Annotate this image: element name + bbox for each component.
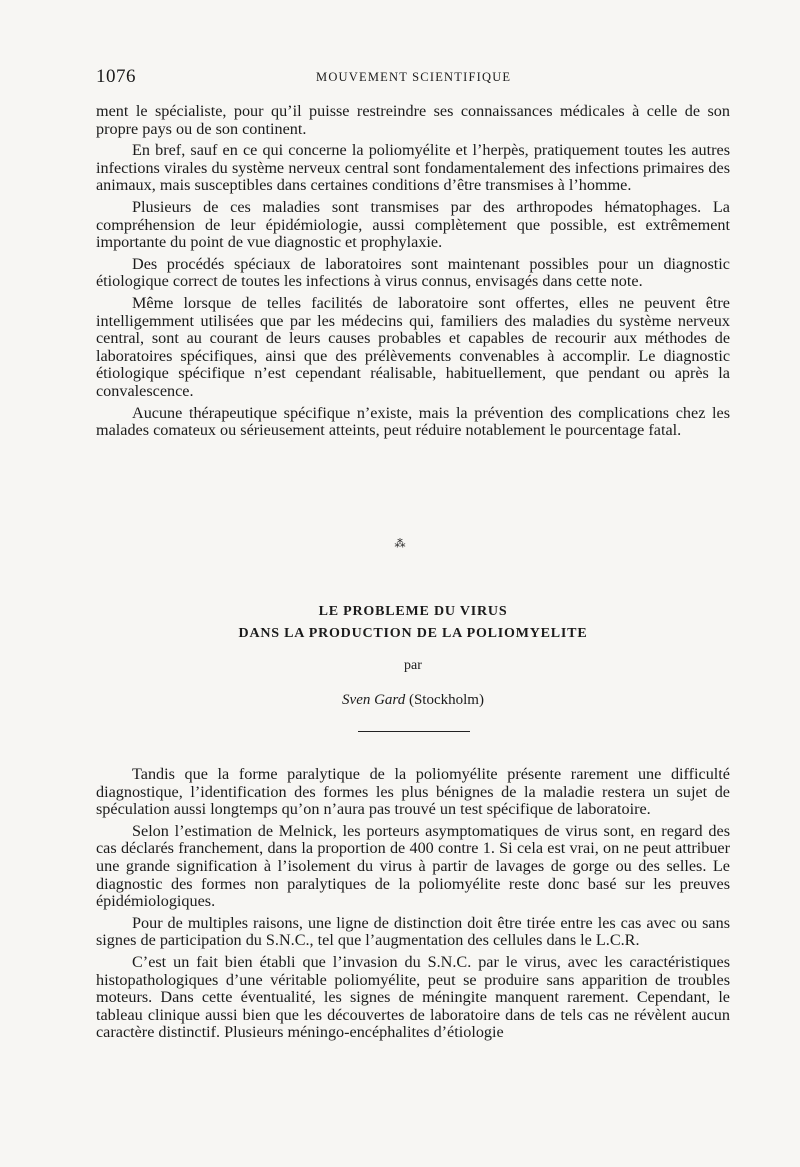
paragraph: Même lorsque de telles facilités de laboratoire sont offertes, elles ne peuvent être intelligemment utilisées que par les médecins qui, familiers des maladies du système nerveux central, sont au courant de leurs causes probables et capables de recourir aux méthodes de laboratoires spécifiques, ainsi que des prélèvements convenables à accomplir. Le diagnostic étiologique spécifique n’est cependant réalisable, habituellement, que pendant ou après la convalescence. xyxy=(96,293,730,400)
page-header xyxy=(96,66,728,90)
title-divider xyxy=(358,731,470,732)
page-number: 1076 xyxy=(96,66,136,87)
author-affiliation: (Stockholm) xyxy=(408,692,484,708)
running-title: MOUVEMENT SCIENTIFIQUE xyxy=(316,70,512,84)
paragraph: Aucune thérapeutique spécifique n’existe, mais la prévention des complications chez les malades comateux ou sérieusement atteints, peut réduire notablement le pourcentage fatal. xyxy=(96,403,730,440)
author-name: Sven Gard xyxy=(342,692,406,708)
paragraph: Pour de multiples raisons, une ligne de distinction doit être tirée entre les cas avec ou sans signes de participation du S.N.C., tel que l’augmentation des cellules dans le L.C.R. xyxy=(96,913,730,950)
section-separator-asterism: ⁂ xyxy=(394,538,406,550)
author-line xyxy=(96,692,730,709)
paragraph: C’est un fait bien établi que l’invasion du S.N.C. par le virus, avec les caractéristiques histopathologiques d’une véritable poliomyélite, peut se produire sans apparition de troubles moteurs. Dans cette éventualité, les signes de méningite manquent rarement. Cependant, le tableau clinique aussi bien que les découvertes de laboratoire dans de tels cas ne révèlent aucun caractère distinctif. Plusieurs méningo-encéphalites d’étiologie xyxy=(96,952,730,1042)
article-title-line1: LE PROBLEME DU VIRUS xyxy=(318,604,508,619)
paragraph: ment le spécialiste, pour qu’il puisse restreindre ses connaissances médicales à celle de son propre pays ou de son continent. xyxy=(96,102,730,138)
section-article-body xyxy=(96,766,730,1046)
paragraph: Plusieurs de ces maladies sont transmises par des arthropodes hématophages. La compréhension de leur épidémiologie, aussi complètement que possible, est extrêmement importante du point de vue diagnostic et prophylaxie. xyxy=(96,197,730,252)
paragraph: En bref, sauf en ce qui concerne la poliomyélite et l’herpès, pratiquement toutes les autres infections virales du système nerveux central sont fondamentalement des infections primaires des animaux, mais susceptibles dans certaines conditions d’être transmises à l’homme. xyxy=(96,141,730,195)
paragraph: Tandis que la forme paralytique de la poliomyélite présente rarement une difficulté diagnostique, l’identification des formes les plus bénignes de la maladie restera un sujet de spéculation aussi longtemps qu’on n’aura pas trouvé un test spécifique de laboratoire. xyxy=(96,765,730,819)
section-previous-article-end xyxy=(96,103,730,444)
byline-par: par xyxy=(404,658,422,673)
paragraph: Des procédés spéciaux de laboratoires sont maintenant possibles pour un diagnostic étiologique correct de toutes les infections à virus connus, envisagés dans cette note. xyxy=(96,254,730,291)
article-title-line2: DANS LA PRODUCTION DE LA POLIOMYELITE xyxy=(238,626,588,641)
paragraph: Selon l’estimation de Melnick, les porteurs asymptomatiques de virus sont, en regard des cas déclarés franchement, dans la proportion de 400 contre 1. Si cela est vrai, on ne peut attribuer une grande signification à l’isolement du virus à partir de lavages de gorge ou des selles. Le diagnostic des formes non paralytiques de la poliomyélite reste donc basé sur les preuves épidémiologiques. xyxy=(96,821,730,911)
